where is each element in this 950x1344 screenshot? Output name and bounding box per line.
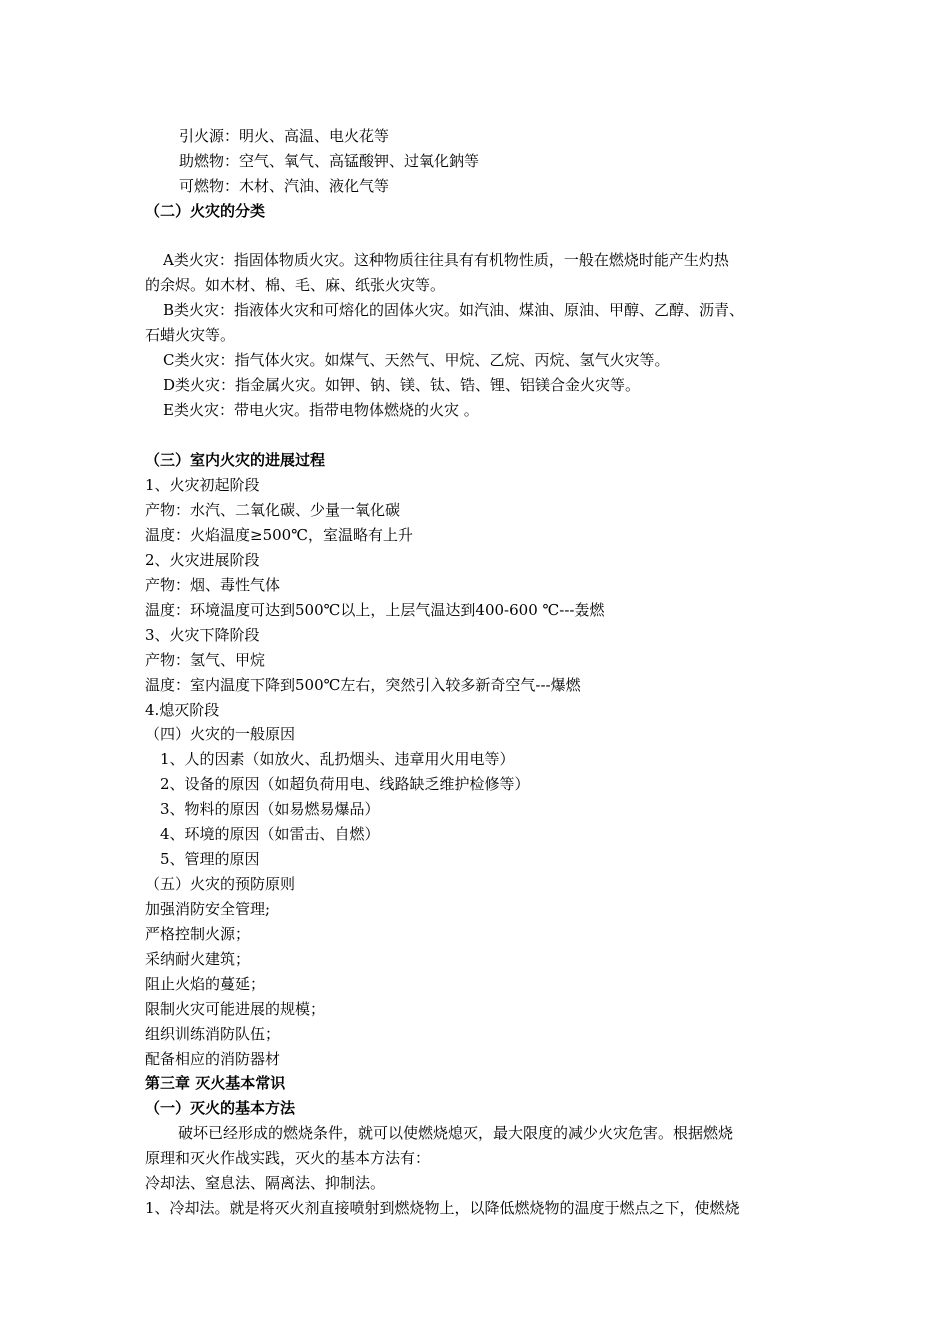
stage-2-title: 2、火灾进展阶段 — [145, 551, 260, 569]
cause-item: 4、环境的原因（如雷击、自燃） — [160, 825, 380, 843]
prevention-item: 阻止火焰的蔓延； — [145, 975, 266, 993]
class-e-line: E类火灾：带电火灾。指带电物体燃烧的火灾 。 — [163, 401, 479, 419]
fuel-line: 可燃物：木材、汽油、液化气等 — [179, 177, 390, 195]
prevention-item: 组织训练消防队伍； — [145, 1025, 281, 1043]
cause-item: 2、设备的原因（如超负荷用电、线路缺乏维护检修等） — [160, 775, 530, 793]
class-c-line: C类火灾：指气体火灾。如煤气、天然气、甲烷、乙烷、丙烷、氢气火灾等。 — [163, 351, 670, 369]
prevention-item: 采纳耐火建筑； — [145, 950, 251, 968]
stage-3-title: 3、火灾下降阶段 — [145, 626, 260, 644]
prevention-heading: （五）火灾的预防原则 — [145, 875, 296, 893]
cause-item: 5、管理的原因 — [160, 850, 260, 868]
class-d-line: D类火灾：指金属火灾。如钾、钠、镁、钛、锆、锂、铝镁合金火灾等。 — [163, 376, 641, 394]
process-heading: （三）室内火灾的进展过程 — [145, 451, 326, 469]
stage-2-temp: 温度：环境温度可达到500℃以上，上层气温达到400-600 ℃---轰燃 — [145, 601, 605, 619]
methods-list-line: 冷却法、窒息法、隔离法、抑制法。 — [145, 1174, 386, 1192]
methods-paragraph-line-1: 破坏已经形成的燃烧条件，就可以使燃烧熄灭，最大限度的减少火灾危害。根据燃烧 — [178, 1124, 734, 1142]
oxidizer-line: 助燃物：空气、氧气、高锰酸钾、过氧化鈉等 — [179, 152, 480, 170]
prevention-item: 加强消防安全管理; — [145, 900, 271, 918]
stage-1-temp: 温度：火焰温度≥500℃，室温略有上升 — [145, 526, 413, 544]
ignition-source-line: 引火源：明火、高温、电火花等 — [179, 127, 390, 145]
stage-1-product: 产物：水汽、二氧化碳、少量一氧化碳 — [145, 501, 401, 519]
methods-paragraph-line-2: 原理和灭火作战实践，灭火的基本方法有： — [145, 1149, 431, 1167]
cause-item: 1、人的因素（如放火、乱扔烟头、违章用火用电等） — [160, 750, 515, 768]
class-a-line-2: 的余烬。如木材、棉、毛、麻、纸张火灾等。 — [145, 276, 446, 294]
class-b-line-2: 石蜡火灾等。 — [145, 326, 236, 344]
class-a-line-1: A类火灾：指固体物质火灾。这种物质往往具有有机物性质，一般在燃烧时能产生灼热 — [163, 251, 729, 269]
cause-item: 3、物料的原因（如易燃易爆品） — [160, 800, 380, 818]
cooling-method-line: 1、冷却法。就是将灭火剂直接喷射到燃烧物上，以降低燃烧物的温度于燃点之下，使燃烧 — [145, 1199, 740, 1217]
stage-3-temp: 温度：室内温度下降到500℃左右，突然引入较多新奇空气---爆燃 — [145, 676, 581, 694]
stage-2-product: 产物：烟、毒性气体 — [145, 576, 281, 594]
classification-heading: （二）火灾的分类 — [145, 202, 266, 220]
prevention-item: 限制火灾可能进展的规模； — [145, 1000, 326, 1018]
causes-heading: （四）火灾的一般原因 — [145, 725, 296, 743]
stage-3-product: 产物：氢气、甲烷 — [145, 651, 266, 669]
stage-4-title: 4.熄灭阶段 — [145, 701, 220, 719]
chapter-3-title: 第三章 灭火基本常识 — [145, 1074, 286, 1092]
stage-1-title: 1、火灾初起阶段 — [145, 476, 260, 494]
prevention-item: 配备相应的消防器材 — [145, 1050, 281, 1068]
basic-methods-heading: （一）灭火的基本方法 — [145, 1099, 296, 1117]
prevention-item: 严格控制火源； — [145, 925, 251, 943]
class-b-line-1: B类火灾：指液体火灾和可熔化的固体火灾。如汽油、煤油、原油、甲醇、乙醇、沥青、 — [163, 301, 745, 319]
